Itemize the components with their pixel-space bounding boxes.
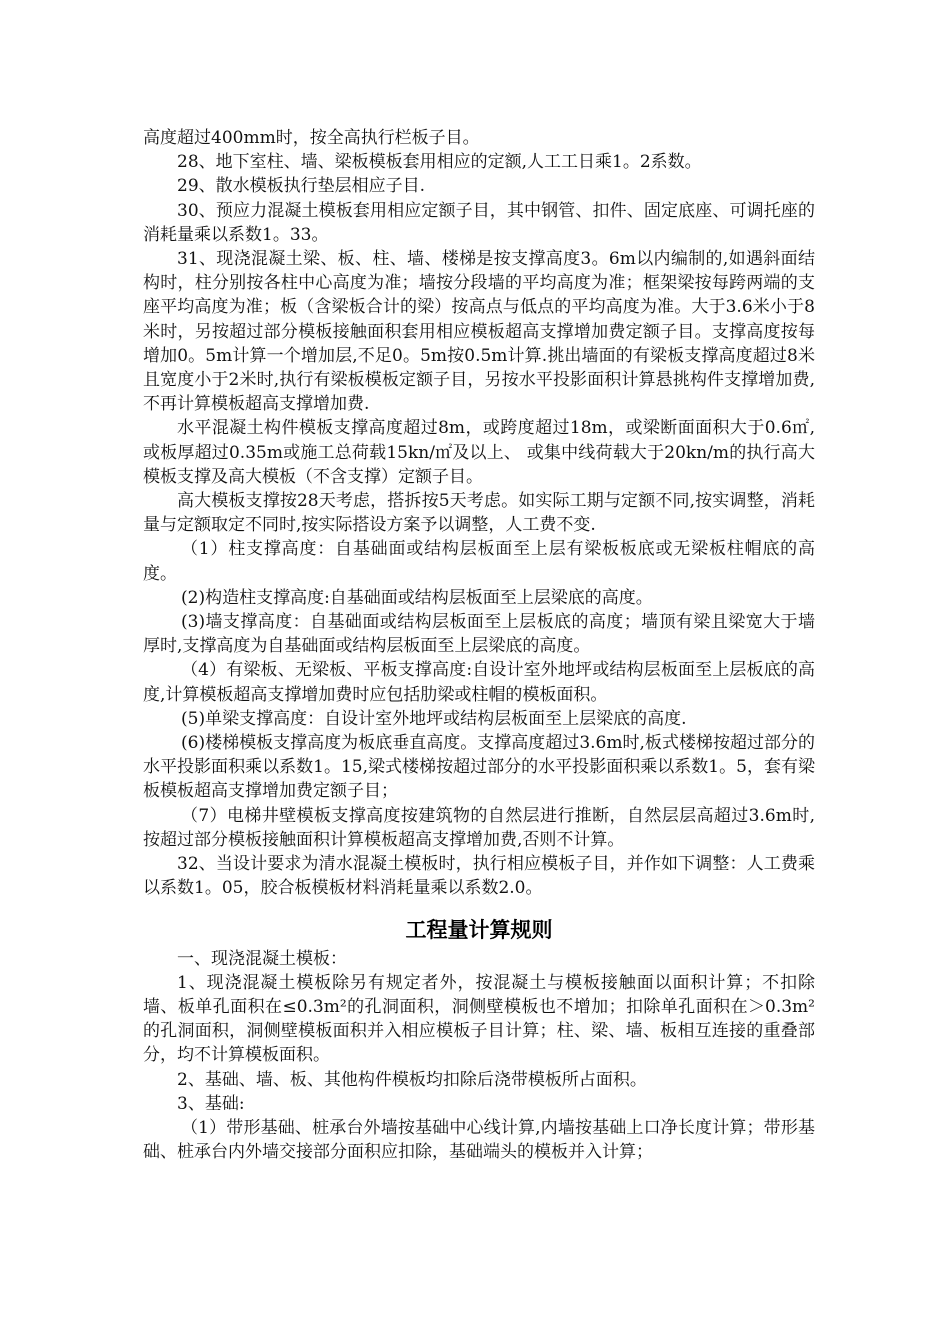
paragraph-29: 29、散水模板执行垫层相应子目. [177, 176, 426, 197]
paragraph-32: 32、当设计要求为清水混凝土模板时，执行相应模板子目，并作如下调整：人工费乘以系数1。05，胶合板模板材料消耗量乘以系数2.0。 [143, 854, 815, 899]
paragraph-elevator-shaft-height: （7）电梯井壁模板支撑高度按建筑物的自然层进行推断，自然层层高超过3.6m时,按超过部分模板接触面积计算模板超高支撑增加费,否则不计算。 [143, 805, 815, 850]
paragraph-rule-3: 3、基础: [177, 1093, 245, 1114]
paragraph-constructional-column-height: (2)构造柱支撑高度:自基础面或结构层板面至上层梁底的高度。 [181, 587, 653, 608]
paragraph-cast-in-place-formwork: 一、现浇混凝土模板： [177, 948, 347, 969]
paragraph-column-support-height: （1）柱支撑高度：自基础面或结构层板面至上层有梁板板底或无梁板柱帽底的高度。 [143, 539, 815, 584]
section-heading: 工程量计算规则 [405, 917, 553, 942]
document-body [143, 126, 815, 1164]
paragraph-high-formwork-criteria: 水平混凝土构件模板支撑高度超过8m，或跨度超过18m，或梁断面面积大于0.6㎡,或板厚超过0.35m或施工总荷载15kn/㎡及以上、 或集中线荷载大于20kn/m的执行高大模板支撑及高大模板（不含支撑）定额子目。 [143, 418, 815, 487]
paragraph-railing-height: 高度超过400mm时，按全高执行栏板子目。 [143, 128, 480, 148]
paragraph-strip-foundation: （1）带形基础、桩承台外墙按基础中心线计算,内墙按基础上口净长度计算；带形基础、桩承台内外墙交接部分面积应扣除，基础端头的模板并入计算； [143, 1117, 815, 1163]
paragraph-30: 30、预应力混凝土模板套用相应定额子目，其中钢管、扣件、固定底座、可调托座的消耗量乘以系数1。33。 [143, 200, 815, 245]
paragraph-wall-support-height: (3)墙支撑高度：自基础面或结构层板面至上层板底的高度；墙顶有梁且梁宽大于墙厚时,支撑高度为自基础面或结构层板面至上层梁底的高度。 [143, 612, 815, 657]
paragraph-slab-support-height: （4）有梁板、无梁板、平板支撑高度:自设计室外地坪或结构层板面至上层板底的高度,计算模板超高支撑增加费时应包括肋梁或柱帽的模板面积。 [143, 660, 815, 705]
paragraph-single-beam-height: (5)单梁支撑高度：自设计室外地坪或结构层板面至上层梁底的高度. [181, 708, 687, 729]
paragraph-28: 28、地下室柱、墙、梁板模板套用相应的定额,人工工日乘1。2系数。 [177, 152, 702, 173]
paragraph-high-formwork-duration: 高大模板支撑按28天考虑，搭拆按5天考虑。如实际工期与定额不同,按实调整，消耗量与定额取定不同时,按实际搭设方案予以调整，人工费不变. [143, 491, 815, 536]
paragraph-rule-1: 1、现浇混凝土模板除另有规定者外，按混凝土与模板接触面以面积计算；不扣除墙、板单孔面积在≤0.3m²的孔洞面积，洞侧壁模板也不增加；扣除单孔面积在＞0.3m²的孔洞面积，洞侧壁模板面积并入相应模板子目计算；柱、梁、墙、板相互连接的重叠部分，均不计算模板面积。 [143, 972, 815, 1066]
paragraph-stair-support-height: (6)楼梯模板支撑高度为板底垂直高度。支撑高度超过3.6m时,板式楼梯按超过部分的水平投影面积乘以系数1。15,梁式楼梯按超过部分的水平投影面积乘以系数1。5，套有梁板模板超高支撑增加费定额子目； [143, 733, 815, 802]
paragraph-31: 31、现浇混凝土梁、板、柱、墙、楼梯是按支撑高度3。6m以内编制的,如遇斜面结构时，柱分别按各柱中心高度为准；墙按分段墙的平均高度为准；框架梁按每跨两端的支座平均高度为准；板（含梁板合计的梁）按高点与低点的平均高度为准。大于3.6米小于8米时，另按超过部分模板接触面积套用相应模板超高支撑增加费定额子目。支撑高度按每增加0。5m计算一个增加层,不足0。5m按0.5m计算.挑出墙面的有梁板支撑高度超过8米且宽度小于2米时,执行有梁板模板定额子目，另按水平投影面积计算悬挑构件支撑增加费,不再计算模板超高支撑增加费. [143, 249, 815, 415]
paragraph-rule-2: 2、基础、墙、板、其他构件模板均扣除后浇带模板所占面积。 [177, 1069, 647, 1090]
